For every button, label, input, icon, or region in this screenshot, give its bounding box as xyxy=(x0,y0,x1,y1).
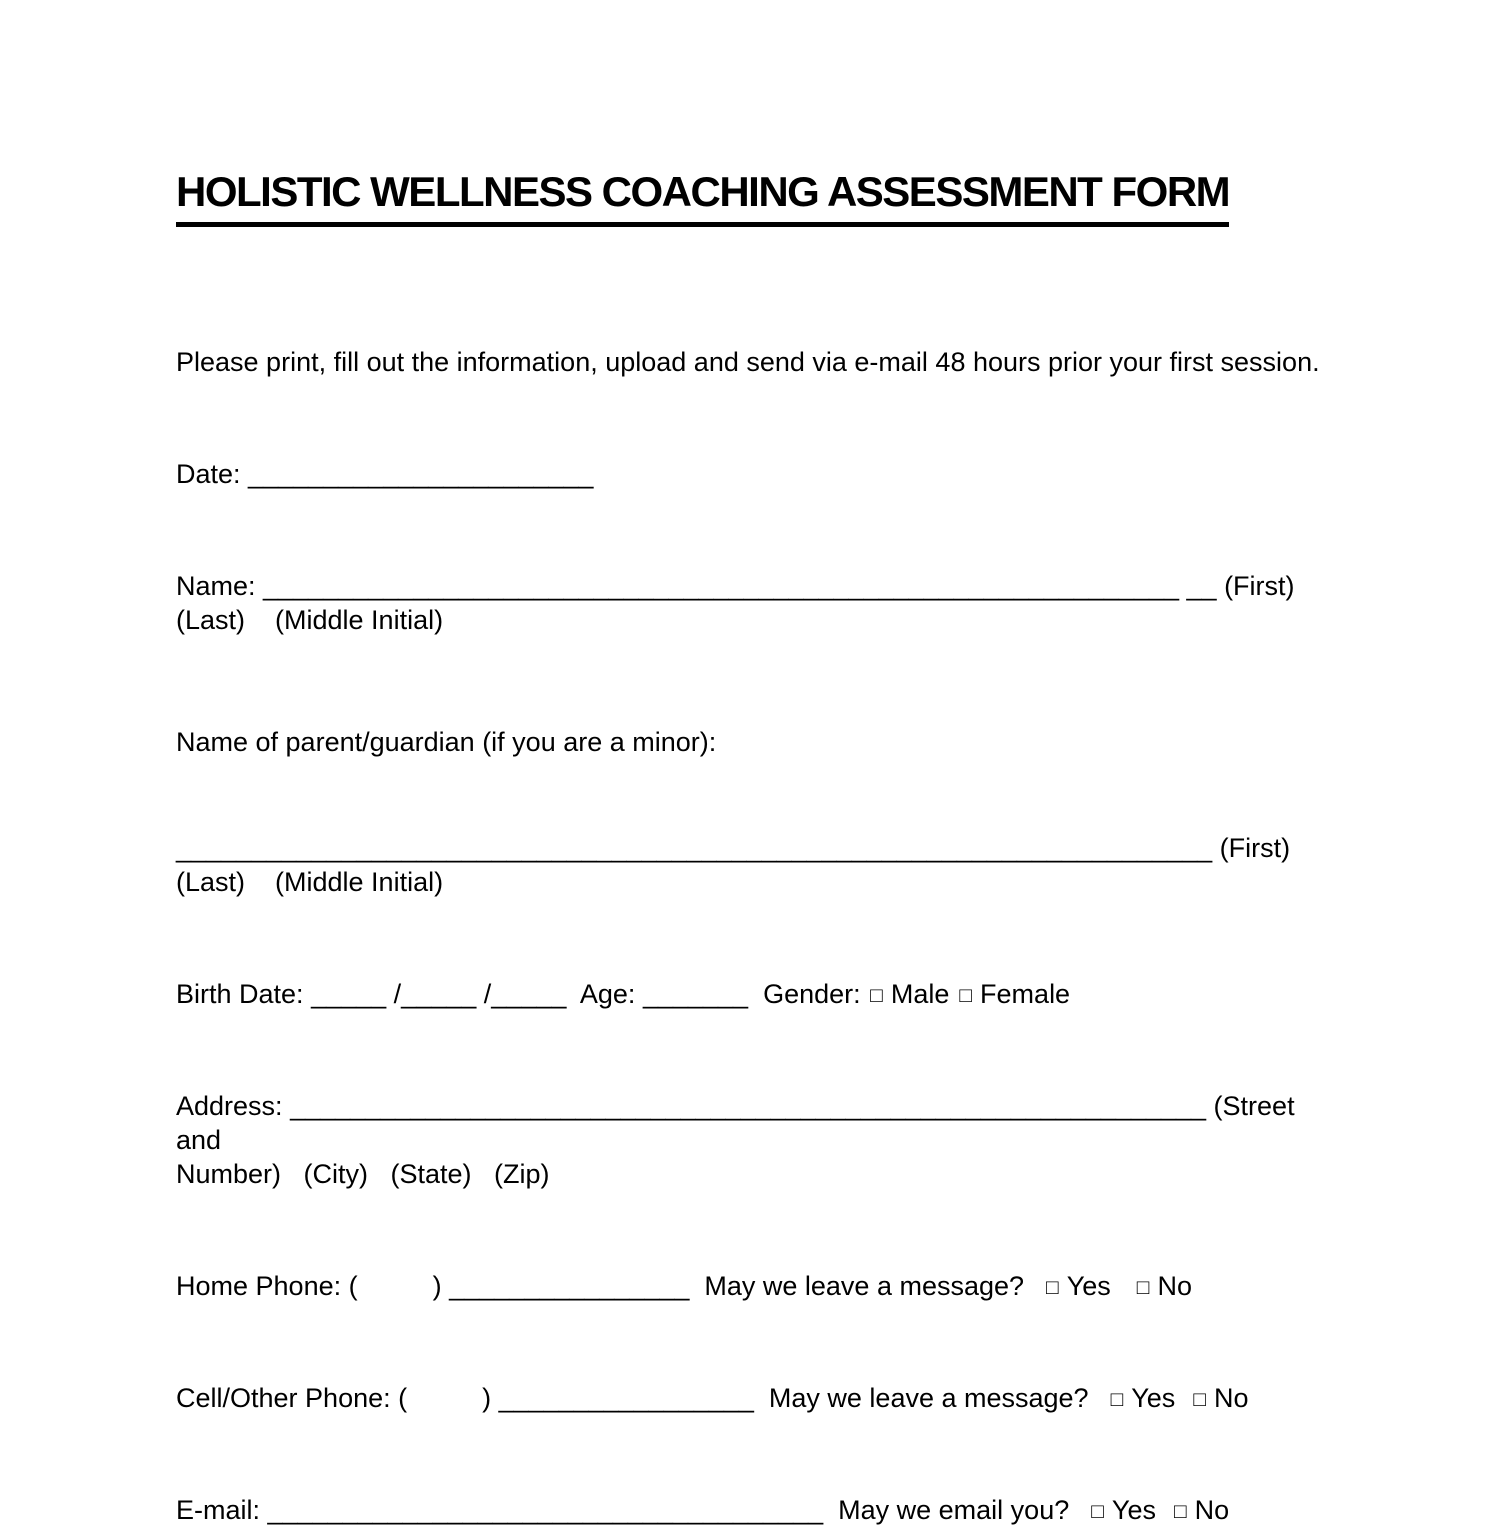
checkbox-icon: □ xyxy=(1091,1500,1104,1523)
intro-text: Please print, fill out the information, upload and send via e-mail 48 hours prior your first session. xyxy=(176,347,1320,377)
parent-last-middle-hints: (Last) (Middle Initial) xyxy=(176,867,444,897)
checkbox-icon: □ xyxy=(1136,1276,1150,1299)
no-label: No xyxy=(1214,1383,1249,1413)
cell-phone-message-yes-option[interactable] xyxy=(1111,1383,1176,1413)
parent-first-hint: (First) xyxy=(1212,833,1291,863)
cell-phone-label: Cell/Other Phone: ( ) xyxy=(176,1383,499,1413)
home-phone-label: Home Phone: ( ) xyxy=(176,1271,450,1301)
yes-label: Yes xyxy=(1111,1495,1156,1525)
address-street-hint: (Street and xyxy=(176,1091,1303,1155)
name-last-middle-hints: (Last) (Middle Initial) xyxy=(176,605,444,635)
date-block xyxy=(176,457,1324,491)
birth-separator-2: / xyxy=(476,979,492,1009)
name-label: Name: xyxy=(176,571,264,601)
checkbox-icon: □ xyxy=(1193,1388,1206,1411)
address-fill-line[interactable]: _____________________________________________________________ xyxy=(290,1091,1207,1121)
page-title xyxy=(176,168,1324,227)
parent-label-block xyxy=(176,725,1324,759)
home-phone-block xyxy=(176,1269,1324,1303)
yes-label: Yes xyxy=(1131,1383,1176,1413)
birthdate-block xyxy=(176,977,1324,1011)
checkbox-icon: □ xyxy=(1046,1276,1059,1299)
home-phone-message-no-option[interactable] xyxy=(1137,1271,1192,1301)
parent-guardian-label: Name of parent/guardian (if you are a minor): xyxy=(176,727,717,757)
gender-label: Gender: xyxy=(748,979,869,1009)
checkbox-icon: □ xyxy=(870,984,883,1007)
yes-label: Yes xyxy=(1066,1271,1111,1301)
age-label: Age: xyxy=(566,979,643,1009)
checkbox-icon: □ xyxy=(959,984,973,1007)
cell-phone-message-question: May we leave a message? xyxy=(753,1383,1089,1413)
name-first-hint: (First) xyxy=(1216,571,1295,601)
name-block xyxy=(176,569,1324,637)
date-fill-line[interactable]: _______________________ xyxy=(248,459,594,489)
gender-male-label: Male xyxy=(890,979,950,1009)
home-phone-message-yes-option[interactable] xyxy=(1046,1271,1111,1301)
gender-female-option[interactable] xyxy=(959,979,1070,1009)
cell-phone-fill-line[interactable]: _________________ xyxy=(498,1383,754,1413)
home-phone-message-question: May we leave a message? xyxy=(689,1271,1025,1301)
email-block xyxy=(176,1493,1324,1527)
checkbox-icon: □ xyxy=(1110,1388,1124,1411)
gender-female-label: Female xyxy=(980,979,1071,1009)
checkbox-icon: □ xyxy=(1173,1500,1187,1523)
birth-day-fill[interactable]: _____ xyxy=(401,979,477,1009)
cell-phone-message-no-option[interactable] xyxy=(1193,1383,1248,1413)
no-label: No xyxy=(1157,1271,1192,1301)
intro-block xyxy=(176,345,1324,379)
date-label: Date: xyxy=(176,459,249,489)
name-fill-line[interactable]: _____________________________________________________________ __ xyxy=(263,571,1217,601)
parent-line-block xyxy=(176,831,1324,899)
page-title-text: HOLISTIC WELLNESS COACHING ASSESSMENT FORM xyxy=(176,168,1229,227)
email-no-option[interactable] xyxy=(1174,1495,1229,1525)
birth-month-fill[interactable]: _____ xyxy=(311,979,387,1009)
age-fill-line[interactable]: _______ xyxy=(642,979,749,1009)
birthdate-label: Birth Date: xyxy=(176,979,312,1009)
parent-fill-line[interactable]: _____________________________________________________________________ xyxy=(176,833,1213,863)
birth-year-fill[interactable]: _____ xyxy=(491,979,567,1009)
birth-separator: / xyxy=(386,979,402,1009)
no-label: No xyxy=(1194,1495,1230,1525)
gender-male-option[interactable] xyxy=(870,979,949,1009)
cell-phone-block xyxy=(176,1381,1324,1415)
email-question: May we email you? xyxy=(823,1495,1070,1525)
email-yes-option[interactable] xyxy=(1091,1495,1156,1525)
email-fill-line[interactable]: _____________________________________ xyxy=(267,1495,824,1525)
address-city-state-zip-hints: Number) (City) (State) (Zip) xyxy=(176,1159,550,1189)
address-label: Address: xyxy=(176,1091,291,1121)
email-label: E-mail: xyxy=(176,1495,268,1525)
home-phone-fill-line[interactable]: ________________ xyxy=(449,1271,690,1301)
address-block xyxy=(176,1089,1324,1191)
